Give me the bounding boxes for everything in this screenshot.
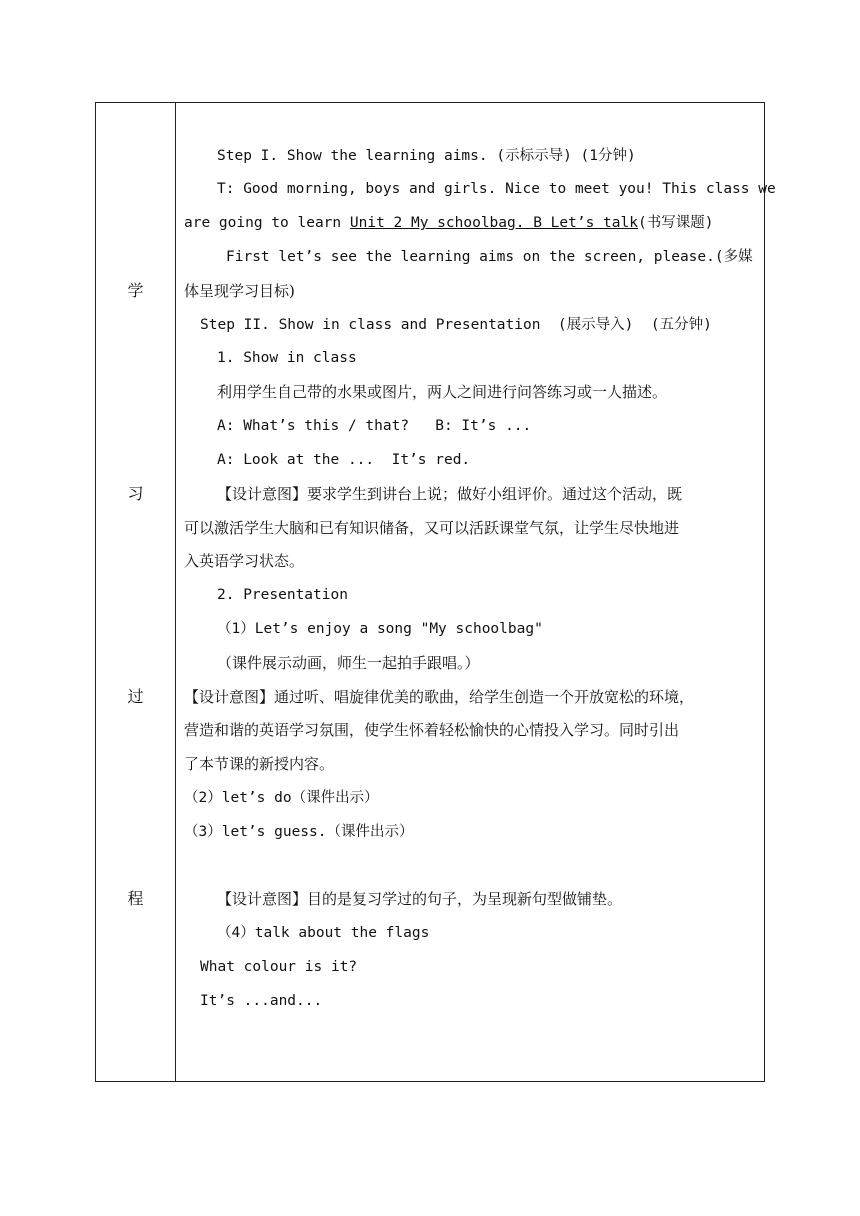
aims-line-2: 体呈现学习目标) bbox=[184, 282, 295, 300]
step1-title: Step I. Show the learning aims. (示标示导) (1分钟) bbox=[217, 148, 636, 164]
show-instructions: 利用学生自己带的水果或图片，两人之间进行问答练习或一人描述。 bbox=[217, 383, 668, 401]
intent3-line: 【设计意图】目的是复习学过的句子，为呈现新句型做铺垫。 bbox=[217, 890, 623, 908]
dialog-line-1: A: What’s this / that? B: It’s ... bbox=[217, 418, 532, 434]
intent1-line-1: 【设计意图】要求学生到讲台上说；做好小组评价。通过这个活动，既 bbox=[217, 485, 683, 503]
intent1-line-2: 可以激活学生大脑和已有知识储备，又可以活跃课堂气氛，让学生尽快地进 bbox=[184, 519, 680, 537]
lesson-table bbox=[95, 102, 776, 1082]
subheading-show-in-class: 1. Show in class bbox=[217, 350, 357, 366]
teacher-line-2: are going to learn Unit 2 My schoolbag. B Let’s talk(书写课题) bbox=[184, 215, 714, 231]
unit-title: Unit 2 My schoolbag. B Let’s talk bbox=[349, 215, 638, 231]
question-line-2: It’s ...and... bbox=[200, 993, 323, 1009]
question-line-1: What colour is it? bbox=[200, 959, 358, 975]
sidebar-char-1: 学 bbox=[127, 281, 144, 300]
intent2-line-3: 了本节课的新授内容。 bbox=[184, 755, 335, 773]
dialog-line-2: A: Look at the ... It’s red. bbox=[217, 452, 471, 468]
subheading-presentation: 2. Presentation bbox=[217, 587, 348, 603]
sidebar-char-2: 习 bbox=[127, 484, 144, 503]
sidebar-char-4: 程 bbox=[127, 889, 144, 908]
step2-title: Step II. Show in class and Presentation (展示导入) (五分钟) bbox=[200, 317, 712, 333]
intent2-line-1: 【设计意图】通过听、唱旋律优美的歌曲，给学生创造一个开放宽松的环境， bbox=[184, 688, 695, 706]
lets-guess-line: （3）let’s guess.（课件出示） bbox=[184, 824, 414, 840]
song-note: （课件展示动画，师生一起拍手跟唱。） bbox=[217, 654, 480, 672]
song-line: （1）Let’s enjoy a song "My schoolbag" bbox=[217, 621, 543, 637]
teacher-line-1: T: Good morning, boys and girls. Nice to meet you! This class we bbox=[217, 181, 776, 197]
aims-line-1: First let’s see the learning aims on the screen, please.(多媒 bbox=[226, 249, 753, 265]
flags-line: （4）talk about the flags bbox=[217, 925, 430, 941]
sidebar-char-3: 过 bbox=[127, 687, 144, 706]
intent1-line-3: 入英语学习状态。 bbox=[184, 552, 305, 570]
lets-do-line: （2）let’s do（课件出示） bbox=[184, 790, 379, 806]
column-divider bbox=[175, 103, 176, 1081]
intent2-line-2: 营造和谐的英语学习氛围，使学生怀着轻松愉快的心情投入学习。同时引出 bbox=[184, 721, 680, 739]
